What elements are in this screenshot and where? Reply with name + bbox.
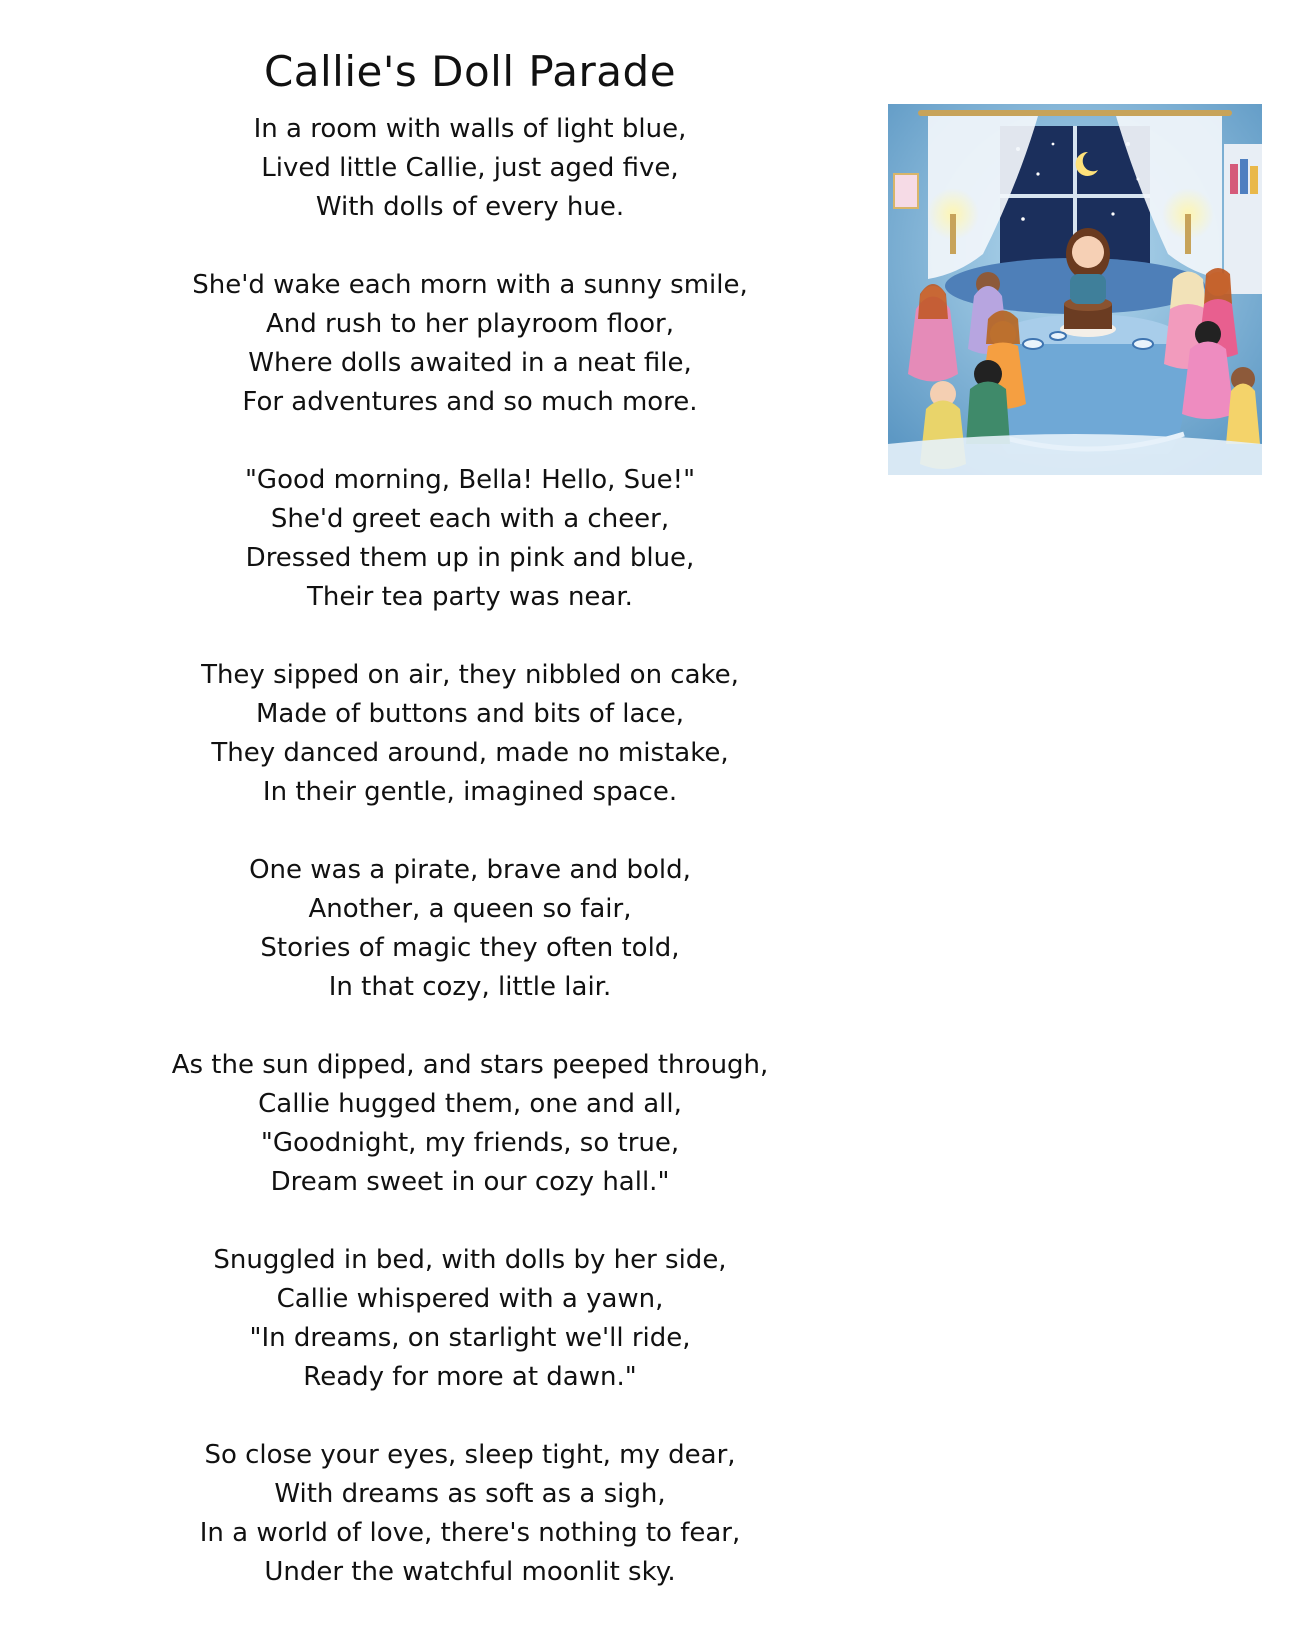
poem-line: She'd greet each with a cheer, (270, 504, 670, 534)
stanza (95, 1241, 845, 1397)
poem-line: As the sun dipped, and stars peeped through, (171, 1050, 769, 1080)
poem-line: In that cozy, little lair. (328, 972, 612, 1002)
poem-line: Made of buttons and bits of lace, (256, 699, 684, 729)
poem-line: Stories of magic they often told, (260, 933, 680, 963)
poem-line: Ready for more at dawn." (303, 1362, 637, 1392)
poem-line: So close your eyes, sleep tight, my dear, (204, 1440, 736, 1470)
poem-line: In a world of love, there's nothing to fear, (199, 1518, 741, 1548)
stanza (95, 656, 845, 812)
poem-line: Lived little Callie, just aged five, (261, 153, 679, 183)
poem-line: They sipped on air, they nibbled on cake, (201, 660, 739, 690)
poem-line: Their tea party was near. (307, 582, 633, 612)
poem-title: Callie's Doll Parade (263, 47, 677, 96)
poem-line: In their gentle, imagined space. (262, 777, 678, 807)
poem-line: She'd wake each morn with a sunny smile, (192, 270, 748, 300)
stanza (95, 110, 845, 227)
poem-line: In a room with walls of light blue, (253, 114, 687, 144)
poem-line: With dolls of every hue. (315, 192, 625, 222)
stanza (95, 851, 845, 1007)
poem-line: With dreams as soft as a sigh, (274, 1479, 666, 1509)
poem-line: One was a pirate, brave and bold, (249, 855, 691, 885)
poem-line: Snuggled in bed, with dolls by her side, (213, 1245, 727, 1275)
poem-line: For adventures and so much more. (242, 387, 698, 417)
poem-line: Callie hugged them, one and all, (258, 1089, 682, 1119)
poem-body (95, 110, 845, 1592)
tea-party-illustration (888, 104, 1262, 475)
poem-line: "Good morning, Bella! Hello, Sue!" (244, 465, 696, 495)
poem-line: Another, a queen so fair, (308, 894, 632, 924)
poem-line: "Goodnight, my friends, so true, (260, 1128, 680, 1158)
stanza (95, 1436, 845, 1592)
poem-line: Dream sweet in our cozy hall." (270, 1167, 670, 1197)
poem-line: Where dolls awaited in a neat file, (248, 348, 692, 378)
poem (95, 38, 845, 1631)
poem-line: And rush to her playroom floor, (265, 309, 674, 339)
illustration-canvas (888, 104, 1262, 475)
poem-line: "In dreams, on starlight we'll ride, (249, 1323, 691, 1353)
poem-line: Under the watchful moonlit sky. (264, 1557, 676, 1587)
poem-line: They danced around, made no mistake, (211, 738, 729, 768)
poem-line: Dressed them up in pink and blue, (245, 543, 695, 573)
stanza (95, 266, 845, 422)
stanza (95, 461, 845, 617)
stanza (95, 1046, 845, 1202)
poem-line: Callie whispered with a yawn, (276, 1284, 664, 1314)
